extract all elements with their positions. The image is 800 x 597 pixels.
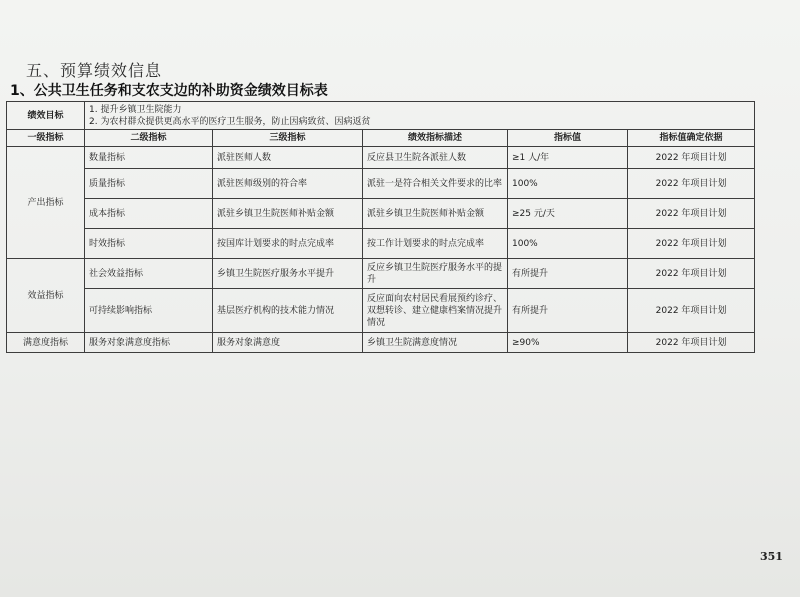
header-level3: 三级指标 <box>213 130 363 147</box>
level2-cell: 时效指标 <box>85 229 213 259</box>
level3-cell: 派驻医师人数 <box>213 147 363 169</box>
description-cell: 派驻一是符合相关文件要求的比率 <box>363 169 508 199</box>
description-cell: 派驻乡镇卫生院医师补贴金额 <box>363 199 508 229</box>
value-cell: ≥1 人/年 <box>508 147 628 169</box>
header-basis: 指标值确定依据 <box>628 130 755 147</box>
level3-cell: 按国库计划要求的时点完成率 <box>213 229 363 259</box>
basis-cell: 2022 年项目计划 <box>628 289 755 333</box>
level3-cell: 派驻乡镇卫生院医师补贴金额 <box>213 199 363 229</box>
value-cell: 有所提升 <box>508 259 628 289</box>
table-row <box>7 259 755 289</box>
basis-cell: 2022 年项目计划 <box>628 229 755 259</box>
performance-target-table <box>6 101 755 353</box>
description-cell: 乡镇卫生院满意度情况 <box>363 333 508 353</box>
basis-cell: 2022 年项目计划 <box>628 259 755 289</box>
goal-line-1: 1. 提升乡镇卫生院能力 <box>89 104 182 115</box>
table-row <box>7 147 755 169</box>
table-row <box>7 333 755 353</box>
header-level2: 二级指标 <box>85 130 213 147</box>
description-cell: 反应面向农村居民看展预约诊疗、双想转诊、建立健康档案情况提升情况 <box>363 289 508 333</box>
level2-cell: 数量指标 <box>85 147 213 169</box>
value-cell: ≥90% <box>508 333 628 353</box>
value-cell: 有所提升 <box>508 289 628 333</box>
goal-line-2: 2. 为农村群众提供更高水平的医疗卫生服务，防止因病致贫、因病返贫 <box>89 116 371 127</box>
level2-cell: 可持续影响指标 <box>85 289 213 333</box>
goal-row <box>7 102 755 130</box>
value-cell: 100% <box>508 169 628 199</box>
level1-cell: 满意度指标 <box>7 333 85 353</box>
level2-cell: 质量指标 <box>85 169 213 199</box>
level3-cell: 服务对象满意度 <box>213 333 363 353</box>
level1-cell: 产出指标 <box>7 147 85 259</box>
level2-cell: 成本指标 <box>85 199 213 229</box>
table-row <box>7 229 755 259</box>
level2-cell: 服务对象满意度指标 <box>85 333 213 353</box>
table-row <box>7 169 755 199</box>
basis-cell: 2022 年项目计划 <box>628 199 755 229</box>
goal-text <box>85 102 755 130</box>
table-row <box>7 289 755 333</box>
basis-cell: 2022 年项目计划 <box>628 169 755 199</box>
section-title: 五、预算绩效信息 <box>26 61 163 80</box>
level3-cell: 基层医疗机构的技术能力情况 <box>213 289 363 333</box>
page-number: 351 <box>760 550 783 563</box>
header-row <box>7 130 755 147</box>
basis-cell: 2022 年项目计划 <box>628 147 755 169</box>
table-row <box>7 199 755 229</box>
value-cell: ≥25 元/天 <box>508 199 628 229</box>
description-cell: 按工作计划要求的时点完成率 <box>363 229 508 259</box>
description-cell: 反应乡镇卫生院医疗服务水平的提升 <box>363 259 508 289</box>
level1-cell: 效益指标 <box>7 259 85 333</box>
value-cell: 100% <box>508 229 628 259</box>
goal-label: 绩效目标 <box>7 102 85 130</box>
level3-cell: 乡镇卫生院医疗服务水平提升 <box>213 259 363 289</box>
table-title: 1、公共卫生任务和支农支边的补助资金绩效目标表 <box>10 83 328 99</box>
header-level1: 一级指标 <box>7 130 85 147</box>
level3-cell: 派驻医师级别的符合率 <box>213 169 363 199</box>
description-cell: 反应县卫生院各派驻人数 <box>363 147 508 169</box>
level2-cell: 社会效益指标 <box>85 259 213 289</box>
header-value: 指标值 <box>508 130 628 147</box>
header-description: 绩效指标描述 <box>363 130 508 147</box>
basis-cell: 2022 年项目计划 <box>628 333 755 353</box>
